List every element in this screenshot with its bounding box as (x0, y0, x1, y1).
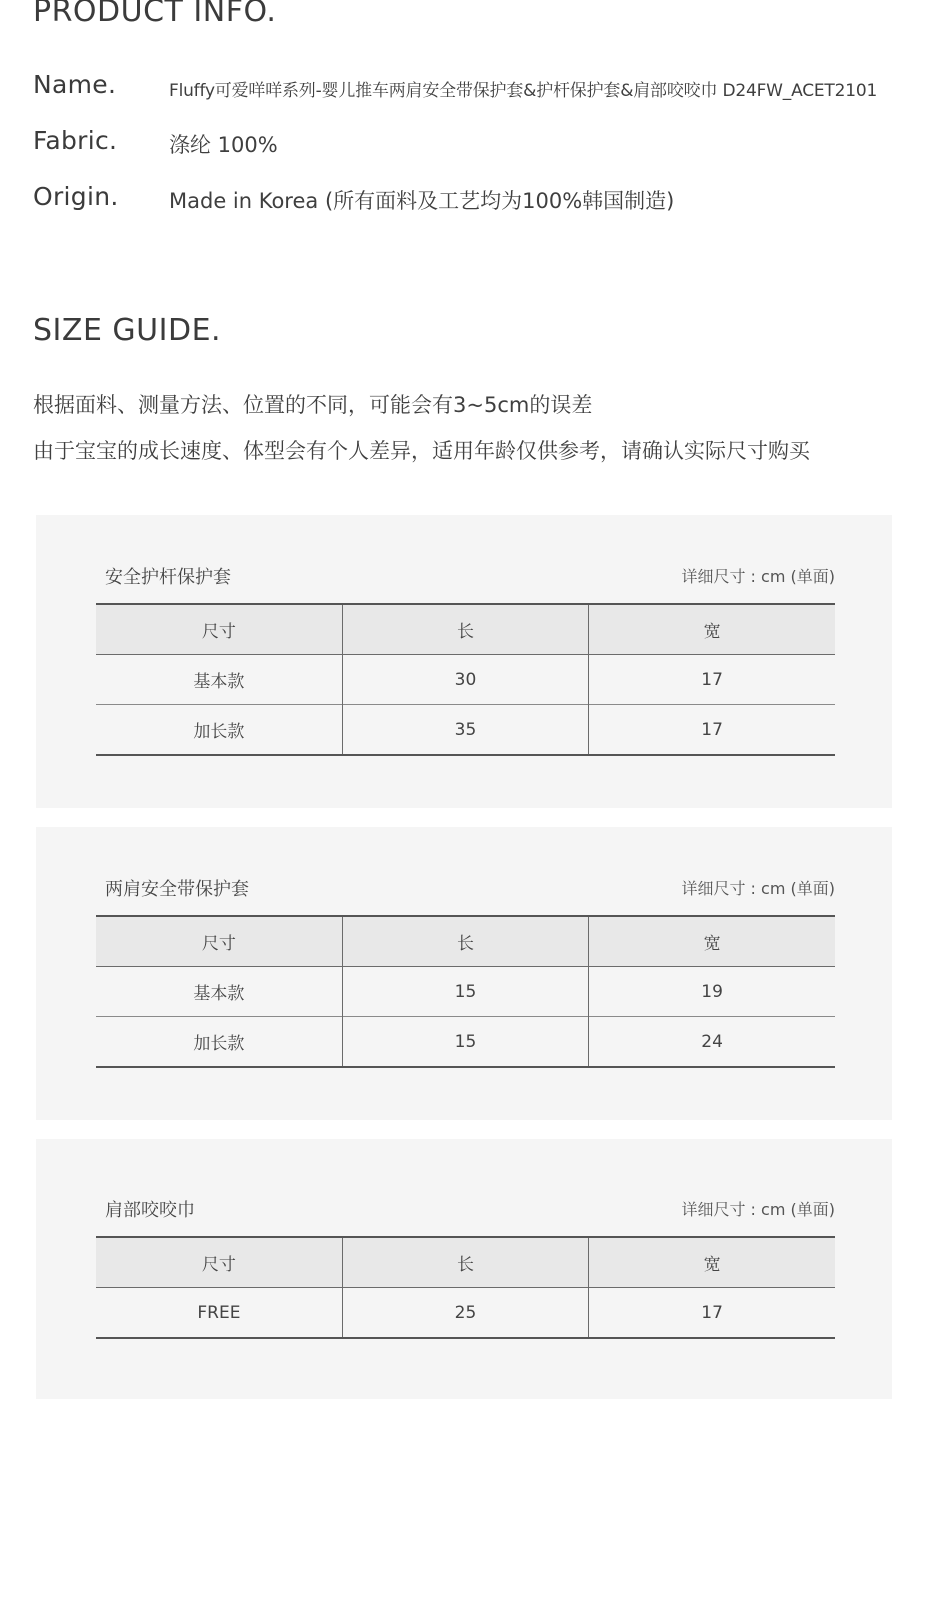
table-cell: 35 (342, 705, 588, 756)
panel-title: 安全护杆保护套 (105, 567, 231, 588)
table-cell: 30 (342, 655, 588, 705)
size-note-error-margin: 根据面料、测量方法、位置的不同，可能会有3~5cm的误差 (33, 393, 593, 417)
panel-title: 两肩安全带保护套 (105, 879, 249, 900)
origin-value: Made in Korea (所有面料及工艺均为100%韩国制造) (169, 189, 675, 213)
table-cell: 25 (342, 1288, 588, 1339)
panel-header (96, 1196, 835, 1220)
size-table (96, 915, 835, 1068)
panel-unit-note: 详细尺寸 : cm (单面) (681, 879, 835, 898)
panel-header (96, 563, 835, 587)
column-header-length: 长 (342, 604, 588, 655)
origin-label: Origin. (33, 182, 119, 211)
table-cell: 基本款 (96, 967, 342, 1017)
column-header-length: 长 (342, 916, 588, 967)
table-cell: 17 (701, 669, 723, 690)
column-header-size: 尺寸 (96, 1237, 342, 1288)
size-guide-title: SIZE GUIDE. (33, 313, 222, 348)
column-header-width: 宽 (589, 604, 835, 655)
table-header-row (96, 1237, 835, 1288)
panel-unit-note: 详细尺寸 : cm (单面) (681, 567, 835, 586)
table-cell: 加长款 (96, 1017, 342, 1068)
size-table (96, 1236, 835, 1339)
product-info-title: PRODUCT INFO. (33, 0, 277, 29)
column-header-size: 尺寸 (96, 916, 342, 967)
table-cell: 17 (589, 705, 835, 756)
table-cell: 17 (701, 1302, 723, 1323)
size-table (96, 603, 835, 756)
table-cell: FREE (96, 1288, 342, 1339)
column-header-length: 长 (342, 1237, 588, 1288)
fabric-label: Fabric. (33, 126, 118, 155)
name-value: Fluffy可爱咩咩系列-婴儿推车两肩安全带保护套&护杆保护套&肩部咬咬巾 D24FW_ACET2101 (169, 81, 878, 101)
table-row (96, 967, 835, 1017)
size-panel-shoulder-strap-cover (36, 827, 892, 1120)
column-header-width: 宽 (589, 916, 835, 967)
fabric-value: 涤纶 100% (169, 133, 278, 157)
size-panel-shoulder-bib (36, 1139, 892, 1399)
info-row-name (33, 70, 933, 110)
panel-title: 肩部咬咬巾 (105, 1200, 195, 1221)
info-row-fabric (33, 126, 933, 166)
table-cell: 24 (589, 1017, 835, 1068)
table-cell: 15 (342, 1017, 588, 1068)
table-row (96, 705, 835, 756)
column-header-width: 宽 (589, 1237, 835, 1288)
table-cell: 15 (342, 967, 588, 1017)
panel-header (96, 875, 835, 899)
table-cell: 基本款 (96, 655, 342, 705)
column-header-size: 尺寸 (96, 604, 342, 655)
size-panel-rail-cover (36, 515, 892, 808)
panel-unit-note: 详细尺寸 : cm (单面) (681, 1200, 835, 1219)
size-note-age-reference: 由于宝宝的成长速度、体型会有个人差异，适用年龄仅供参考，请确认实际尺寸购买 (33, 439, 810, 463)
table-row (96, 655, 835, 705)
table-row (96, 1017, 835, 1068)
name-label: Name. (33, 70, 117, 99)
table-row (96, 1288, 835, 1339)
table-header-row (96, 916, 835, 967)
info-row-origin (33, 182, 933, 222)
table-cell: 加长款 (96, 705, 342, 756)
table-header-row (96, 604, 835, 655)
table-cell: 19 (701, 981, 723, 1002)
